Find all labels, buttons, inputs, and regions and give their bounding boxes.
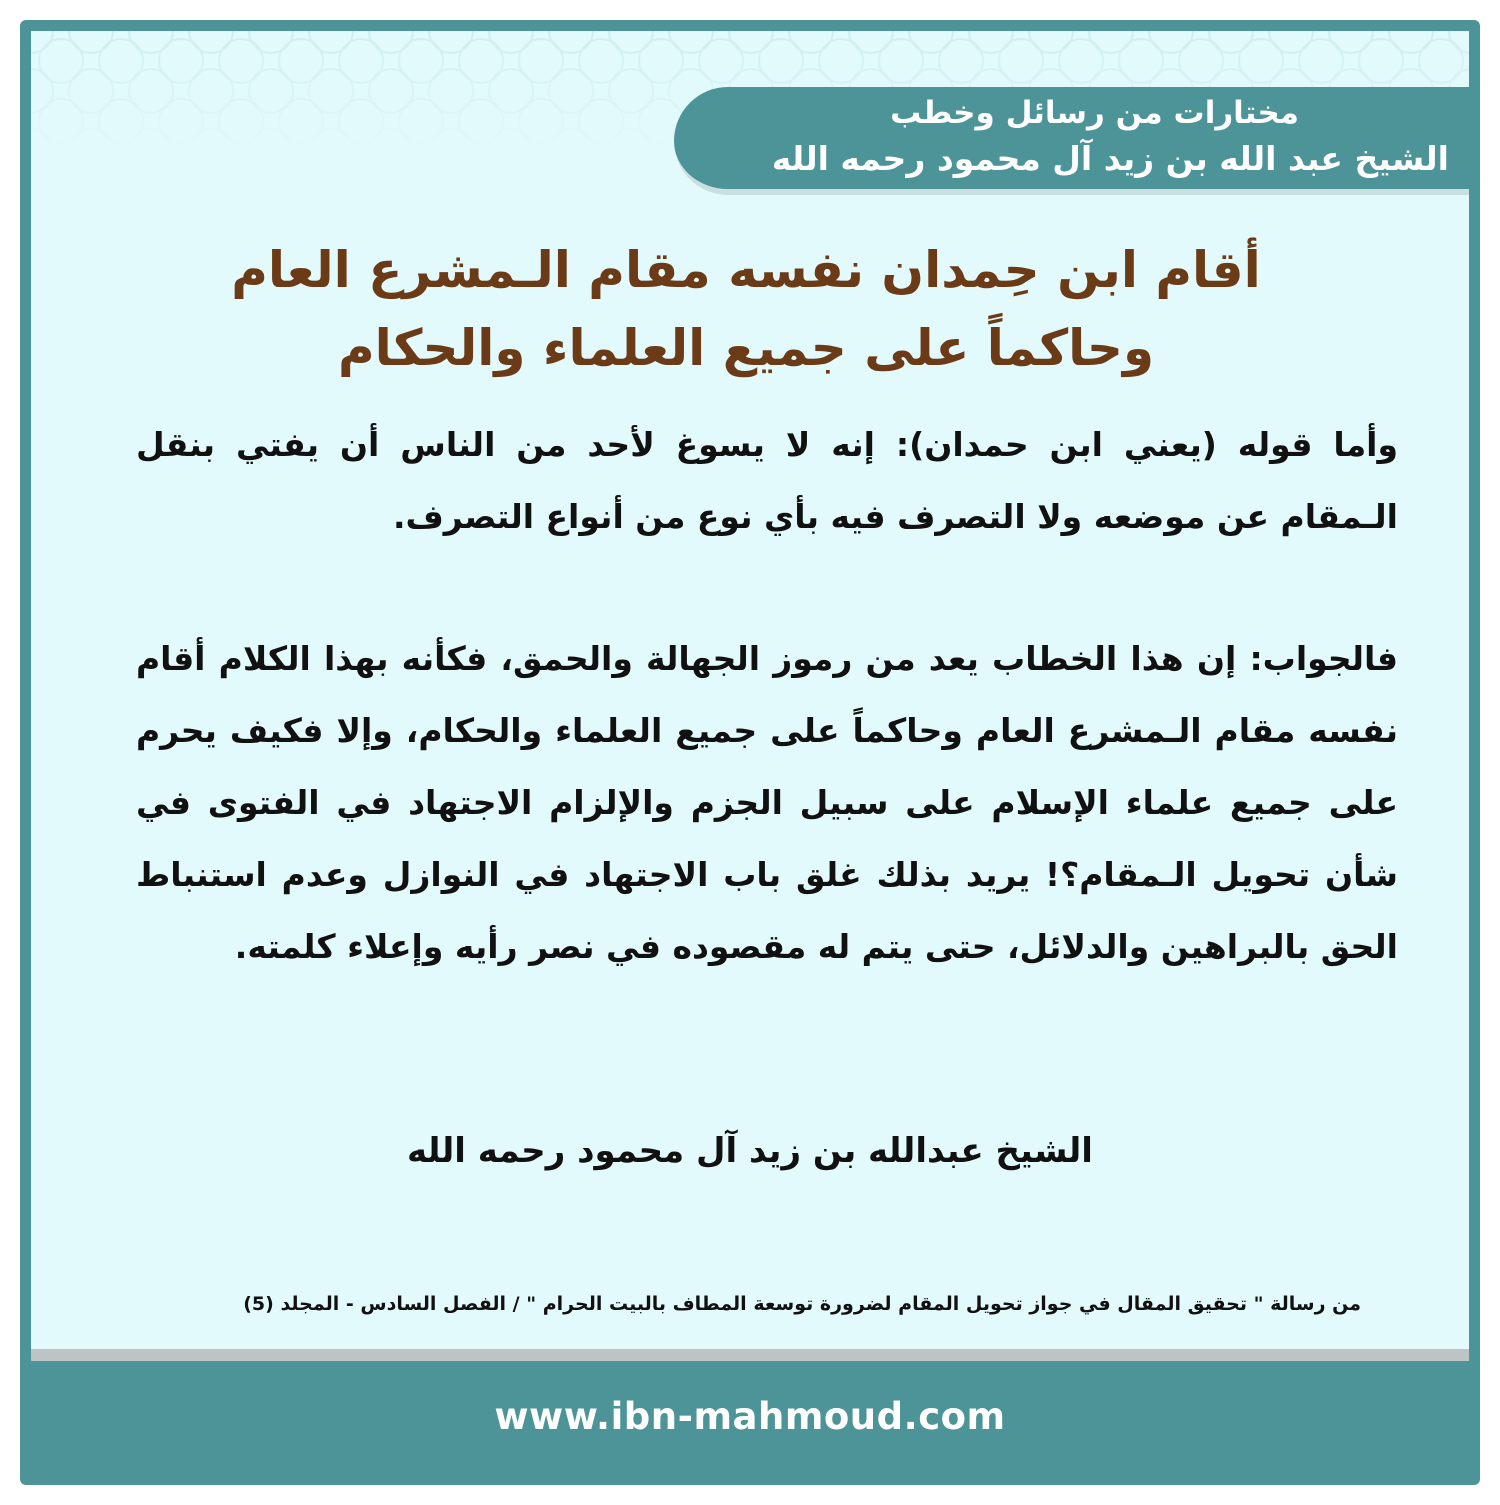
website-link[interactable]: www.ibn-mahmoud.com: [494, 1395, 1006, 1438]
title-line-1: أقام ابن حِمدان نفسه مقام الـمشرع العام: [231, 241, 1261, 299]
body-paragraph-1: وأما قوله (يعني ابن حمدان): إنه لا يسوغ لأحد من الناس أن يفتي بنقل الـمقام عن موضعه ولا التصرف فيه بأي نوع من أنواع التصرف.: [136, 425, 1398, 536]
title-line-2: وحاكماً على جميع العلماء والحكام: [337, 319, 1155, 377]
page-title: [181, 231, 1311, 387]
content-panel: [31, 31, 1469, 1349]
footer-divider: [31, 1349, 1469, 1361]
author-signature: الشيخ عبدالله بن زيد آل محمود رحمه الله: [407, 1131, 1093, 1171]
header-series-title: مختارات من رسائل وخطب: [890, 95, 1299, 131]
body-paragraph-2: فالجواب: إن هذا الخطاب يعد من رموز الجهالة والحمق، فكأنه بهذا الكلام أقام نفسه مقام الـمشرع العام وحاكماً على جميع العلماء والحكام، وإلا فكيف يحرم على جميع علماء الإسلام على سبيل الجزم والإلزام الاجتهاد في الفتوى في شأن تحويل الـمقام؟! يريد بذلك غلق باب الاجتهاد في النوازل وعدم استنباط الحق بالبراهين والدلائل، حتى يتم له مقصوده في نصر رأيه وإعلاء كلمته.: [136, 639, 1398, 966]
header-banner: [674, 87, 1469, 195]
source-citation: من رسالة " تحقيق المقال في جواز تحويل المقام لضرورة توسعة المطاف بالبيت الحرام " / الفصل السادس - المجلد (5): [243, 1293, 1361, 1315]
header-author-name: الشيخ عبد الله بن زيد آل محمود رحمه الله: [771, 139, 1449, 178]
